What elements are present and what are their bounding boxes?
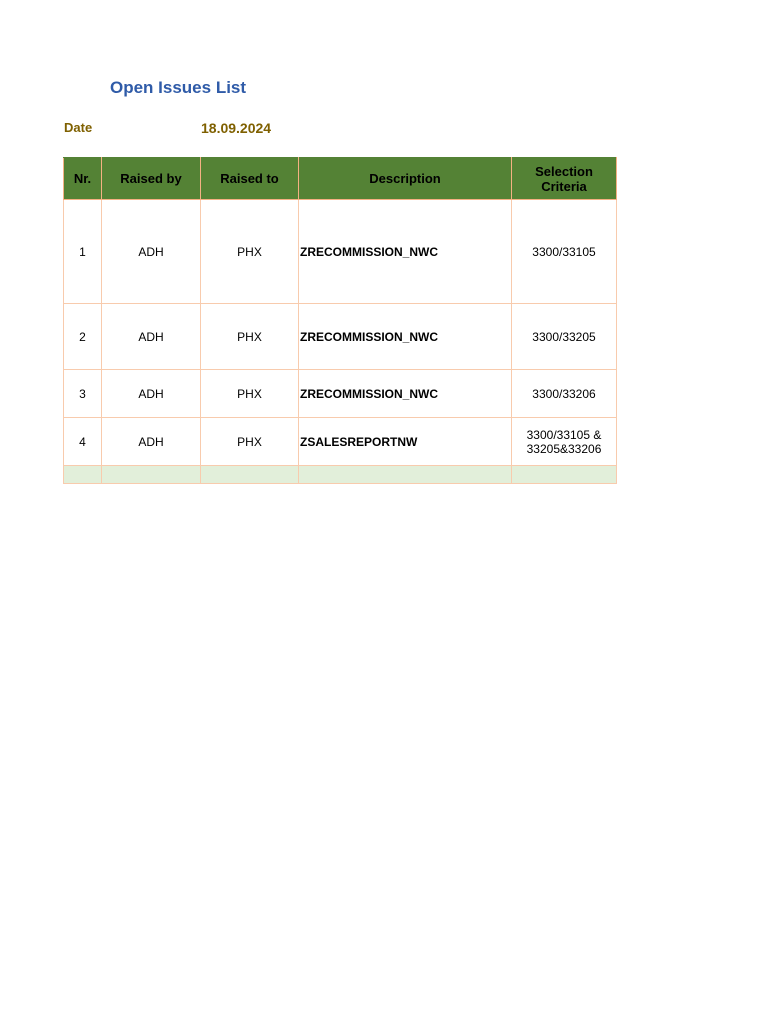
cell-description: ZSALESREPORTNW <box>299 418 512 466</box>
empty-cell <box>102 466 201 484</box>
header-raised-by: Raised by <box>102 158 201 200</box>
empty-cell <box>64 466 102 484</box>
cell-raised-by: ADH <box>102 418 201 466</box>
date-value: 18.09.2024 <box>201 120 272 136</box>
page-title: Open Issues List <box>110 78 247 97</box>
cell-nr: 2 <box>64 304 102 370</box>
header-selection-criteria: Selection Criteria <box>512 158 617 200</box>
cell-nr: 3 <box>64 370 102 418</box>
cell-description: ZRECOMMISSION_NWC <box>299 370 512 418</box>
empty-cell <box>201 466 299 484</box>
cell-raised-by: ADH <box>102 370 201 418</box>
cell-selection-criteria: 3300/33206 <box>512 370 617 418</box>
cell-raised-by: ADH <box>102 304 201 370</box>
table-row <box>64 200 617 304</box>
date-label: Date <box>64 120 93 135</box>
cell-description: ZRECOMMISSION_NWC <box>299 200 512 304</box>
empty-cell <box>512 466 617 484</box>
issues-table <box>63 157 617 484</box>
table-row <box>64 418 617 466</box>
table-row <box>64 370 617 418</box>
header-raised-to: Raised to <box>201 158 299 200</box>
cell-raised-to: PHX <box>201 418 299 466</box>
cell-raised-by: ADH <box>102 200 201 304</box>
empty-table-row <box>64 466 617 484</box>
cell-raised-to: PHX <box>201 304 299 370</box>
cell-nr: 1 <box>64 200 102 304</box>
table-row <box>64 304 617 370</box>
header-description: Description <box>299 158 512 200</box>
cell-nr: 4 <box>64 418 102 466</box>
cell-description: ZRECOMMISSION_NWC <box>299 304 512 370</box>
cell-selection-criteria: 3300/33105 <box>512 200 617 304</box>
cell-selection-criteria: 3300/33205 <box>512 304 617 370</box>
table-header-row <box>64 158 617 200</box>
cell-raised-to: PHX <box>201 370 299 418</box>
cell-selection-criteria: 3300/33105 & 33205&33206 <box>512 418 617 466</box>
empty-cell <box>299 466 512 484</box>
cell-raised-to: PHX <box>201 200 299 304</box>
header-nr: Nr. <box>64 158 102 200</box>
